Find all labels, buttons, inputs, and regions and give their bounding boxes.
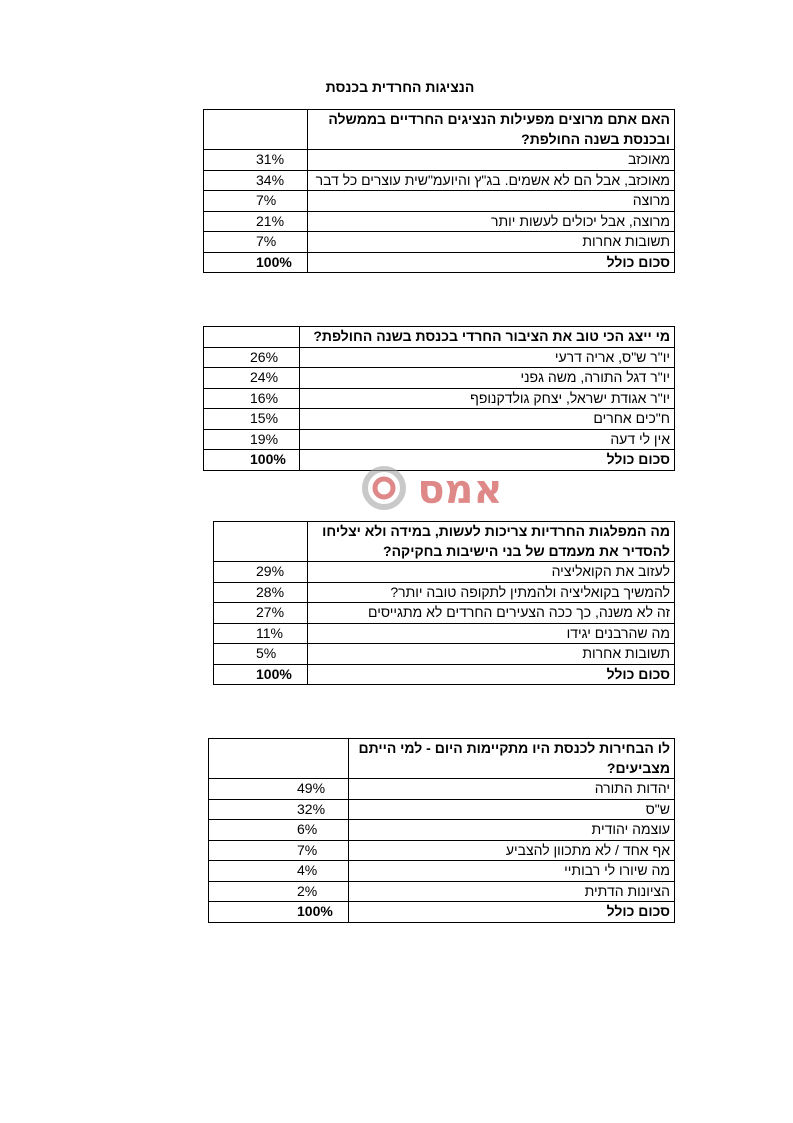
answer-label: מאוכזב xyxy=(308,150,675,171)
total-label: סכום כולל xyxy=(308,664,675,685)
answer-value: 4% xyxy=(209,861,349,882)
empty-header-cell xyxy=(214,522,308,562)
answer-label: אף אחד / לא מתכוון להצביע xyxy=(349,840,675,861)
survey-table-parties-action xyxy=(213,521,675,685)
answer-label: תשובות אחרות xyxy=(308,644,675,665)
total-value: 100% xyxy=(209,902,349,923)
answer-label: תשובות אחרות xyxy=(308,232,675,253)
answer-value: 19% xyxy=(204,429,300,450)
answer-value: 16% xyxy=(204,388,300,409)
table-row xyxy=(204,170,675,191)
answer-label: יהדות התורה xyxy=(349,779,675,800)
table-row xyxy=(204,409,675,430)
total-row xyxy=(209,902,675,923)
answer-value: 32% xyxy=(209,799,349,820)
answer-value: 21% xyxy=(204,211,308,232)
survey-table-satisfaction xyxy=(203,109,675,273)
answer-label: יו"ר ש"ס, אריה דרעי xyxy=(300,347,675,368)
question-row xyxy=(204,110,675,150)
table-row xyxy=(209,881,675,902)
question-cell: לו הבחירות לכנסת היו מתקיימות היום - למי הייתם מצביעים? xyxy=(349,739,675,779)
answer-value: 7% xyxy=(209,840,349,861)
logo-ring-icon xyxy=(365,469,403,507)
table-row xyxy=(214,623,675,644)
answer-value: 29% xyxy=(214,562,308,583)
watermark-logo xyxy=(362,463,512,513)
total-value: 100% xyxy=(204,252,308,273)
table-row xyxy=(204,388,675,409)
table-row xyxy=(214,562,675,583)
page-title: הנציגות החרדית בכנסת xyxy=(325,79,475,95)
empty-header-cell xyxy=(204,327,300,348)
question-row xyxy=(209,739,675,779)
answer-label: אין לי דעה xyxy=(300,429,675,450)
answer-value: 49% xyxy=(209,779,349,800)
answer-value: 7% xyxy=(204,232,308,253)
question-cell: מה המפלגות החרדיות צריכות לעשות, במידה ולא יצליחו להסדיר את מעמדם של בני הישיבות בחקיקה? xyxy=(308,522,675,562)
total-row xyxy=(204,252,675,273)
table-row xyxy=(209,820,675,841)
answer-value: 2% xyxy=(209,881,349,902)
table-row xyxy=(204,211,675,232)
table-row xyxy=(204,150,675,171)
table-row xyxy=(209,799,675,820)
table-row xyxy=(204,347,675,368)
total-row xyxy=(214,664,675,685)
table-row xyxy=(214,644,675,665)
table-row xyxy=(204,191,675,212)
answer-label: הציונות הדתית xyxy=(349,881,675,902)
total-value: 100% xyxy=(214,664,308,685)
answer-label: מאוכזב, אבל הם לא אשמים. בג"ץ והיועמ"שית עוצרים כל דבר xyxy=(308,170,675,191)
table-row xyxy=(209,861,675,882)
table-row xyxy=(204,429,675,450)
answer-value: 15% xyxy=(204,409,300,430)
logo-text: אמס xyxy=(417,467,503,513)
answer-label: מרוצה, אבל יכולים לעשות יותר xyxy=(308,211,675,232)
total-label: סכום כולל xyxy=(300,450,675,471)
answer-value: 26% xyxy=(204,347,300,368)
table-row xyxy=(204,232,675,253)
answer-value: 11% xyxy=(214,623,308,644)
table-row xyxy=(214,603,675,624)
question-cell: האם אתם מרוצים מפעילות הנציגים החרדיים בממשלה ובכנסת בשנה החולפת? xyxy=(308,110,675,150)
answer-label: יו"ר דגל התורה, משה גפני xyxy=(300,368,675,389)
answer-value: 6% xyxy=(209,820,349,841)
logo-inner-ring-icon xyxy=(375,479,393,497)
total-label: סכום כולל xyxy=(308,252,675,273)
answer-label: מה שיורו לי רבותיי xyxy=(349,861,675,882)
answer-label: מה שהרבנים יגידו xyxy=(308,623,675,644)
answer-value: 28% xyxy=(214,582,308,603)
survey-table-best-representative xyxy=(203,326,675,471)
answer-label: מרוצה xyxy=(308,191,675,212)
survey-table-vote-intention xyxy=(208,738,675,923)
answer-value: 34% xyxy=(204,170,308,191)
question-row xyxy=(204,327,675,348)
answer-value: 24% xyxy=(204,368,300,389)
answer-label: ש"ס xyxy=(349,799,675,820)
empty-header-cell xyxy=(209,739,349,779)
answer-label: זה לא משנה, כך ככה הצעירים החרדים לא מתגייסים xyxy=(308,603,675,624)
answer-label: לעזוב את הקואליציה xyxy=(308,562,675,583)
table-row xyxy=(209,840,675,861)
question-row xyxy=(214,522,675,562)
answer-label: יו"ר אגודת ישראל, יצחק גולדקנופף xyxy=(300,388,675,409)
answer-value: 31% xyxy=(204,150,308,171)
answer-value: 27% xyxy=(214,603,308,624)
answer-label: עוצמה יהודית xyxy=(349,820,675,841)
total-value: 100% xyxy=(204,450,300,471)
answer-label: ח"כים אחרים xyxy=(300,409,675,430)
empty-header-cell xyxy=(204,110,308,150)
answer-value: 5% xyxy=(214,644,308,665)
table-row xyxy=(204,368,675,389)
total-label: סכום כולל xyxy=(349,902,675,923)
question-cell: מי ייצג הכי טוב את הציבור החרדי בכנסת בשנה החולפת? xyxy=(300,327,675,348)
answer-value: 7% xyxy=(204,191,308,212)
answer-label: להמשיך בקואליציה ולהמתין לתקופה טובה יותר? xyxy=(308,582,675,603)
table-row xyxy=(214,582,675,603)
table-row xyxy=(209,779,675,800)
